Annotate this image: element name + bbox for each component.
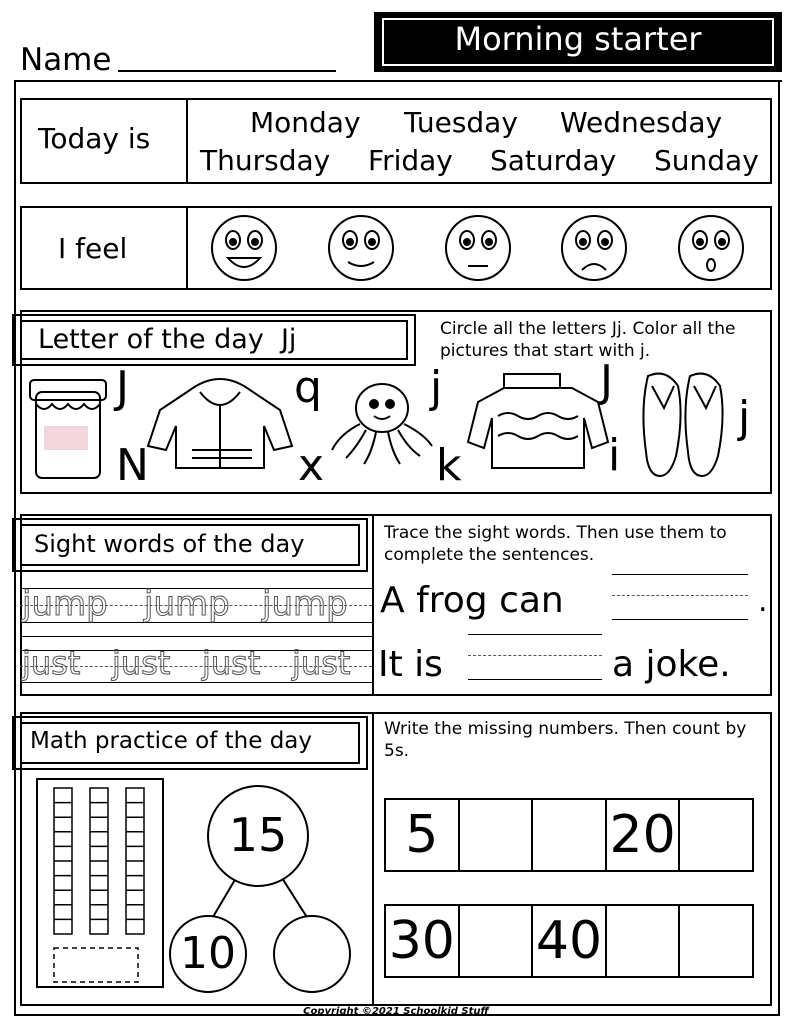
trace-word-just-3[interactable]: just <box>202 644 261 682</box>
name-label: Name <box>20 42 112 78</box>
count-cell[interactable]: 20 <box>607 800 681 870</box>
math-instructions: Write the missing numbers. Then count by 5s. <box>384 719 747 761</box>
count-cell[interactable]: 5 <box>386 800 460 870</box>
trace-word-jump-3[interactable]: jump <box>262 584 348 624</box>
letter-i[interactable]: i <box>608 430 621 481</box>
day-monday[interactable]: Monday <box>250 106 361 139</box>
trace-word-just-2[interactable]: just <box>112 644 171 682</box>
letter-title: Letter of the day Jj <box>38 324 297 355</box>
letter-N[interactable]: N <box>116 440 149 491</box>
count-cell[interactable]: 40 <box>533 906 607 976</box>
day-wednesday[interactable]: Wednesday <box>560 106 723 139</box>
sight-title: Sight words of the day <box>34 530 305 558</box>
letter-j-2[interactable]: j <box>738 392 751 443</box>
letter-J-1[interactable]: J <box>116 362 129 413</box>
count-cell[interactable] <box>533 800 607 870</box>
copyright: Copyright ©2021 Schoolkid Stuff <box>303 1006 489 1017</box>
math-title: Math practice of the day <box>30 728 312 754</box>
ten-rod-icon[interactable] <box>126 788 144 934</box>
sentence-1: A frog can <box>380 580 564 621</box>
bond-blank-circle[interactable] <box>274 916 350 992</box>
sentence-2-start: It is <box>378 644 443 685</box>
count-cell[interactable] <box>460 906 534 976</box>
count-cell[interactable] <box>680 906 752 976</box>
count-cell[interactable] <box>460 800 534 870</box>
letter-j-1[interactable]: j <box>430 362 443 413</box>
day-sunday[interactable]: Sunday <box>654 144 759 177</box>
letter-q[interactable]: q <box>294 362 322 413</box>
sentence-2-end: a joke. <box>612 644 731 685</box>
count-cell[interactable] <box>607 906 681 976</box>
sight-instructions: Trace the sight words. Then use them to complete the sentences. <box>384 523 727 565</box>
page-title: Morning starter <box>454 20 702 58</box>
today-label: Today is <box>38 122 151 155</box>
trace-word-just-4[interactable]: just <box>292 644 351 682</box>
bond-top-number: 15 <box>228 808 288 862</box>
trace-word-jump-1[interactable]: jump <box>22 584 108 624</box>
day-friday[interactable]: Friday <box>368 144 453 177</box>
bond-left-number: 10 <box>180 928 236 979</box>
answer-dashed-box[interactable] <box>54 948 138 982</box>
feel-label: I feel <box>58 232 128 265</box>
letter-k[interactable]: k <box>436 440 462 491</box>
trace-word-just-1[interactable]: just <box>22 644 81 682</box>
day-tuesday[interactable]: Tuesday <box>404 106 518 139</box>
count-grid-row-1 <box>384 798 754 872</box>
count-cell[interactable] <box>680 800 752 870</box>
ten-rod-icon[interactable] <box>54 788 72 934</box>
day-saturday[interactable]: Saturday <box>490 144 617 177</box>
sentence-1-period: . <box>758 584 768 619</box>
letter-instructions: Circle all the letters Jj. Color all the pictures that start with j. <box>440 319 736 361</box>
trace-word-jump-2[interactable]: jump <box>144 584 230 624</box>
count-grid-row-2 <box>384 904 754 978</box>
letter-J-2[interactable]: J <box>600 356 613 407</box>
count-cell[interactable]: 30 <box>386 906 460 976</box>
day-thursday[interactable]: Thursday <box>200 144 331 177</box>
ten-rod-icon[interactable] <box>90 788 108 934</box>
letter-x[interactable]: x <box>298 440 325 491</box>
